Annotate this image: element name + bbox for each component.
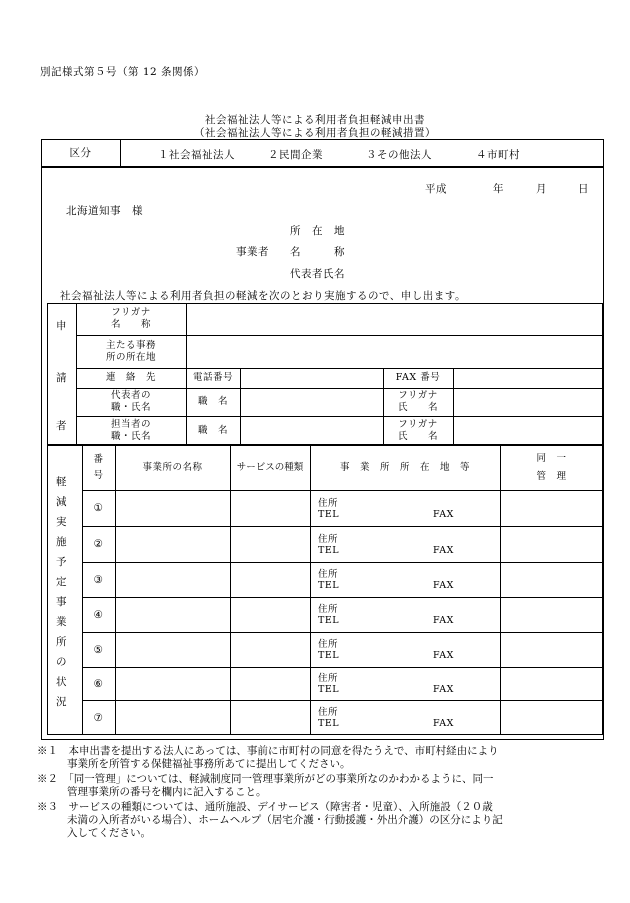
row-4-address-label: 住所 <box>318 604 339 615</box>
row-6-fax-label: FAX <box>433 684 454 695</box>
row-number-6: ⑥ <box>93 677 104 690</box>
note-2: ※２ 「同一管理」については、軽減制度同一管理事業所がどの事業所なのかわかるように、同一 <box>37 773 494 785</box>
row-number-3: ③ <box>93 573 104 586</box>
row-4-fax-label: FAX <box>433 615 454 626</box>
note-1-line2: 事業所を所管する保健福祉事務所あてに提出してください。 <box>67 758 351 770</box>
plan-side-5: 予 <box>56 556 67 568</box>
date-era: 平成 <box>425 183 447 195</box>
row-2-address-label: 住所 <box>318 534 339 545</box>
plan-side-12: 況 <box>56 696 67 708</box>
kubun-option-2: ２民間企業 <box>268 149 323 161</box>
plan-side-7: 事 <box>56 596 67 608</box>
applicant-side-2: 請 <box>56 372 67 384</box>
row-1-fax-label: FAX <box>433 509 454 520</box>
furigana-name-cell: フリガナ 名 称 <box>110 307 151 330</box>
staff-post-label: 職 名 <box>197 424 228 436</box>
representative-label: 代表者氏名 <box>290 268 345 280</box>
note-2-line2: 管理事業所の番号を欄内に記入すること。 <box>67 786 267 798</box>
applicant-side-1: 申 <box>56 320 67 332</box>
row-5-address-label: 住所 <box>318 639 339 650</box>
row-6-tel-label: TEL <box>318 684 340 695</box>
row-1-address-label: 住所 <box>318 498 339 509</box>
row-7-address-label: 住所 <box>318 707 339 718</box>
note-3-line2: 未満の入所者がいる場合）、ホームヘルプ（居宅介護・行動援護・外出介護）の区分により記 <box>67 814 503 826</box>
business-label: 事業者 <box>236 246 269 258</box>
date-day: 日 <box>578 183 589 195</box>
row-5-fax-label: FAX <box>433 650 454 661</box>
business-address-label: 所 在 地 <box>290 225 345 237</box>
row-6-address-label: 住所 <box>318 673 339 684</box>
plan-side-8: 業 <box>56 616 67 628</box>
row-number-1: ① <box>93 502 104 514</box>
office-address-cell: 主たる事務 所の所在地 <box>105 339 156 363</box>
rep-furigana-cell: フリガナ 氏 名 <box>397 390 438 413</box>
row-1-tel-label: TEL <box>318 509 340 520</box>
row-2-tel-label: TEL <box>318 545 340 556</box>
contact-label: 連 絡 先 <box>105 372 156 383</box>
plan-side-11: 状 <box>56 676 67 688</box>
kubun-option-3: ３その他法人 <box>366 149 432 161</box>
col-office-header: 事業所の名称 <box>142 461 203 473</box>
row-number-4: ④ <box>93 608 104 621</box>
row-number-2: ② <box>93 538 104 550</box>
date-year: 年 <box>493 183 504 195</box>
plan-side-9: 所 <box>56 636 67 648</box>
col-address-header: 事 業 所 所 在 地 等 <box>339 461 470 473</box>
applicant-side-3: 者 <box>56 420 67 432</box>
statement: 社会福祉法人等による利用者負担の軽減を次のとおり実施するので、申し出ます。 <box>60 290 466 302</box>
plan-side-6: 定 <box>56 576 67 588</box>
plan-side-4: 施 <box>56 536 67 548</box>
form-title: 社会福祉法人等による利用者負担軽減申出書 <box>205 114 425 126</box>
kubun-label: 区分 <box>69 147 92 159</box>
row-3-tel-label: TEL <box>318 580 340 591</box>
col-number-header: 番 号 <box>93 453 104 481</box>
plan-side-1: 軽 <box>56 476 67 488</box>
row-number-5: ⑤ <box>93 643 104 656</box>
staff-cell: 担当者の 職・氏名 <box>110 418 151 442</box>
row-5-tel-label: TEL <box>318 650 340 661</box>
row-3-fax-label: FAX <box>433 580 454 591</box>
kubun-option-1: １社会福祉法人 <box>158 149 235 161</box>
row-3-address-label: 住所 <box>318 569 339 580</box>
row-4-tel-label: TEL <box>318 615 340 626</box>
representative-cell: 代表者の 職・氏名 <box>110 390 151 413</box>
note-3: ※３ サービスの種類については、通所施設、デイサービス（障害者・児童）、入所施設（２０歳 <box>37 801 493 813</box>
note-1: ※１ 本申出書を提出する法人にあっては、事前に市町村の同意を得たうえで、市町村経由により <box>37 745 499 757</box>
fax-label: FAX 番号 <box>395 372 441 383</box>
note-3-line3: 入してください。 <box>67 827 151 839</box>
row-2-fax-label: FAX <box>433 545 454 556</box>
col-same-header: 同 一 管 理 <box>536 452 567 482</box>
row-7-tel-label: TEL <box>318 718 340 729</box>
staff-furigana-cell: フリガナ 氏 名 <box>397 418 438 442</box>
plan-side-3: 実 <box>56 516 67 528</box>
plan-side-2: 減 <box>56 496 67 508</box>
plan-side-10: の <box>56 656 67 668</box>
addressee: 北海道知事 様 <box>66 205 143 217</box>
date-month: 月 <box>536 183 547 195</box>
form-subtitle: （社会福祉法人等による利用者負担の軽減措置） <box>194 127 436 139</box>
row-7-fax-label: FAX <box>433 718 454 729</box>
phone-label: 電話番号 <box>192 372 233 383</box>
business-name-label: 名 称 <box>290 246 345 258</box>
row-number-7: ⑦ <box>93 711 104 724</box>
rep-post-label: 職 名 <box>197 396 228 407</box>
col-service-header: サービスの種類 <box>236 461 304 473</box>
kubun-option-4: ４市町村 <box>476 149 520 161</box>
form-number: 別記様式第５号（第 12 条関係） <box>40 66 206 78</box>
